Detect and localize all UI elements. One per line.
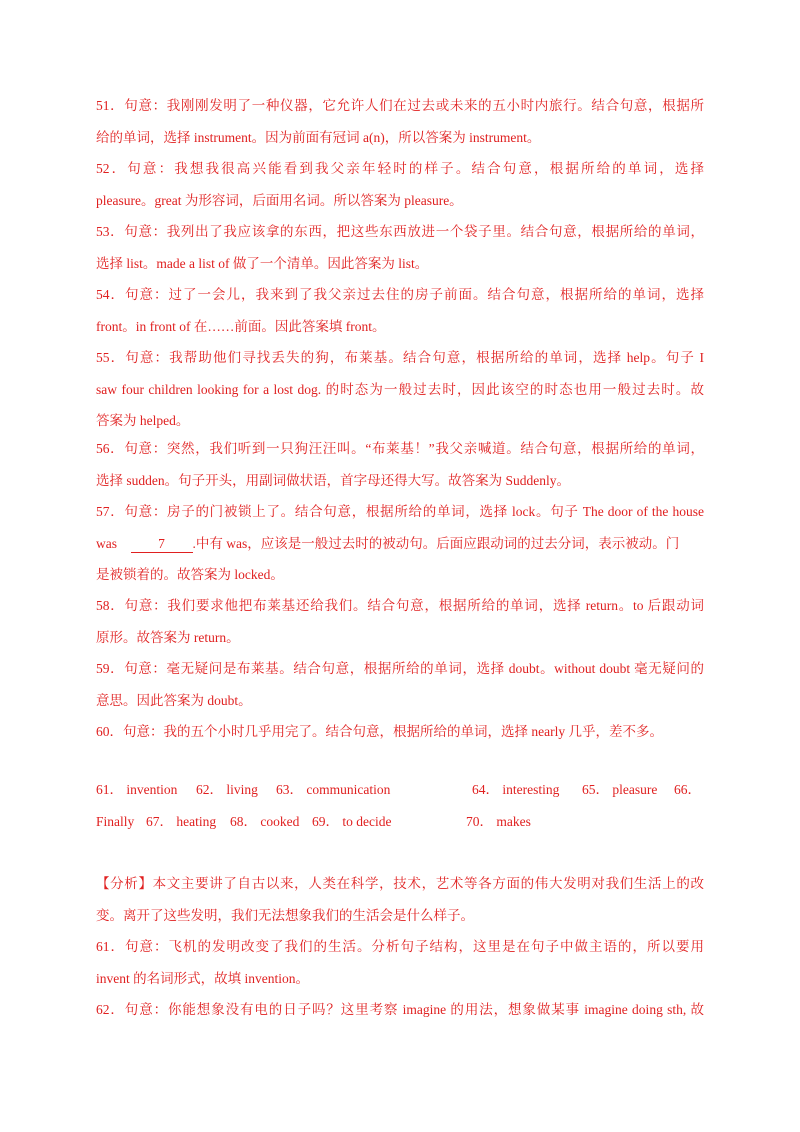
answer-61: 61． invention (96, 782, 178, 797)
text-line: invent 的名词形式，故填 invention。 (96, 970, 309, 986)
text-line: 55．句意：我帮助他们寻找丢失的狗，布莱基。结合句意，根据所给的单词，选择 help。句子 I (96, 350, 704, 365)
explanation-53 (96, 216, 704, 279)
explanation-55 (96, 342, 704, 437)
answer-blank: 7 (131, 536, 193, 553)
text-line: 57．句意：房子的门被锁上了。结合句意，根据所给的单词，选择 lock。句子 The door of the house (96, 504, 704, 519)
answer-66-number: 66． (674, 782, 701, 797)
answer-69: 69． to decide (312, 814, 392, 829)
text-line: front。in front of 在……前面。因此答案填 front。 (96, 318, 386, 334)
text-line: 意思。因此答案为 doubt。 (96, 692, 252, 708)
text-line: 51．句意：我刚刚发明了一种仪器，它允许人们在过去或未来的五小时内旅行。结合句意，根据所 (96, 98, 704, 113)
text-line: 52．句意：我想我很高兴能看到我父亲年轻时的样子。结合句意，根据所给的单词，选择 (96, 161, 704, 176)
answer-row (96, 774, 704, 806)
explanation-62 (96, 994, 704, 1026)
text-line: 61．句意：飞机的发明改变了我们的生活。分析句子结构，这里是在句子中做主语的，所以要用 (96, 939, 704, 954)
text-line: 58．句意：我们要求他把布莱基还给我们。结合句意，根据所给的单词，选择 return。to 后跟动词 (96, 598, 704, 613)
text-line: 选择 list。made a list of 做了一个清单。因此答案为 list。 (96, 255, 429, 271)
text-fragment: was (96, 535, 117, 551)
analysis-label: 【分析】 (96, 876, 153, 891)
text-line (96, 868, 704, 900)
answer-62: 62． living (196, 782, 258, 797)
answer-66: Finally (96, 814, 135, 829)
text-line: 给的单词，选择 instrument。因为前面有冠词 a(n)，所以答案为 instrument。 (96, 129, 541, 145)
answer-64: 64． interesting (472, 782, 560, 797)
text-line: 60．句意：我的五个小时几乎用完了。结合句意，根据所给的单词，选择 nearly 几乎，差不多。 (96, 724, 663, 739)
answer-68: 68． cooked (230, 814, 300, 829)
text-line: 54．句意：过了一会儿，我来到了我父亲过去住的房子前面。结合句意，根据所给的单词，选择 (96, 287, 704, 302)
explanation-58 (96, 590, 704, 653)
text-line-with-blank (96, 528, 704, 560)
text-fragment: .中有 was，应该是一般过去时的被动句。后面应跟动词的过去分词，表示被动。门 (192, 535, 680, 551)
explanation-51 (96, 90, 704, 153)
text-line: saw four children looking for a lost dog. 的时态为一般过去时，因此该空的时态也用一般过去时。故 (96, 381, 704, 397)
explanation-61 (96, 931, 704, 994)
answer-67: 67． heating (146, 814, 217, 829)
text-line: 53．句意：我列出了我应该拿的东西，把这些东西放进一个袋子里。结合句意，根据所给的单词， (96, 224, 704, 239)
answer-key (96, 774, 704, 838)
text-line: 56．句意：突然，我们听到一只狗汪汪叫。“布莱基！”我父亲喊道。结合句意，根据所给的单词， (96, 441, 704, 456)
explanation-56 (96, 433, 704, 496)
text-line: 是被锁着的。故答案为 locked。 (96, 567, 284, 582)
text-line: pleasure。great 为形容词，后面用名词。所以答案为 pleasure。 (96, 192, 463, 208)
text-line: 选择 sudden。句子开头，用副词做状语，首字母还得大写。故答案为 Suddenly。 (96, 472, 570, 488)
explanation-52 (96, 153, 704, 216)
answer-row (96, 806, 704, 838)
text-line: 59．句意：毫无疑问是布莱基。结合句意，根据所给的单词，选择 doubt。without doubt 毫无疑问的 (96, 661, 704, 676)
analysis-section (96, 868, 704, 931)
text-line: 变。离开了这些发明，我们无法想象我们的生活会是什么样子。 (96, 907, 474, 923)
explanation-59 (96, 653, 704, 716)
explanation-60 (96, 716, 704, 748)
explanation-57 (96, 496, 704, 591)
text-fragment: 本文主要讲了自古以来，人类在科学，技术，艺术等各方面的伟大发明对我们生活上的改 (152, 876, 705, 891)
text-line: 原形。故答案为 return。 (96, 629, 240, 645)
text-line: 答案为 helped。 (96, 413, 190, 428)
answer-63: 63． communication (276, 782, 391, 797)
answer-70: 70． makes (466, 814, 531, 829)
text-line: 62．句意：你能想象没有电的日子吗？这里考察 imagine 的用法，想象做某事 imagine doing sth, 故 (96, 1002, 704, 1017)
explanation-54 (96, 279, 704, 342)
answer-65: 65． pleasure (582, 782, 658, 797)
